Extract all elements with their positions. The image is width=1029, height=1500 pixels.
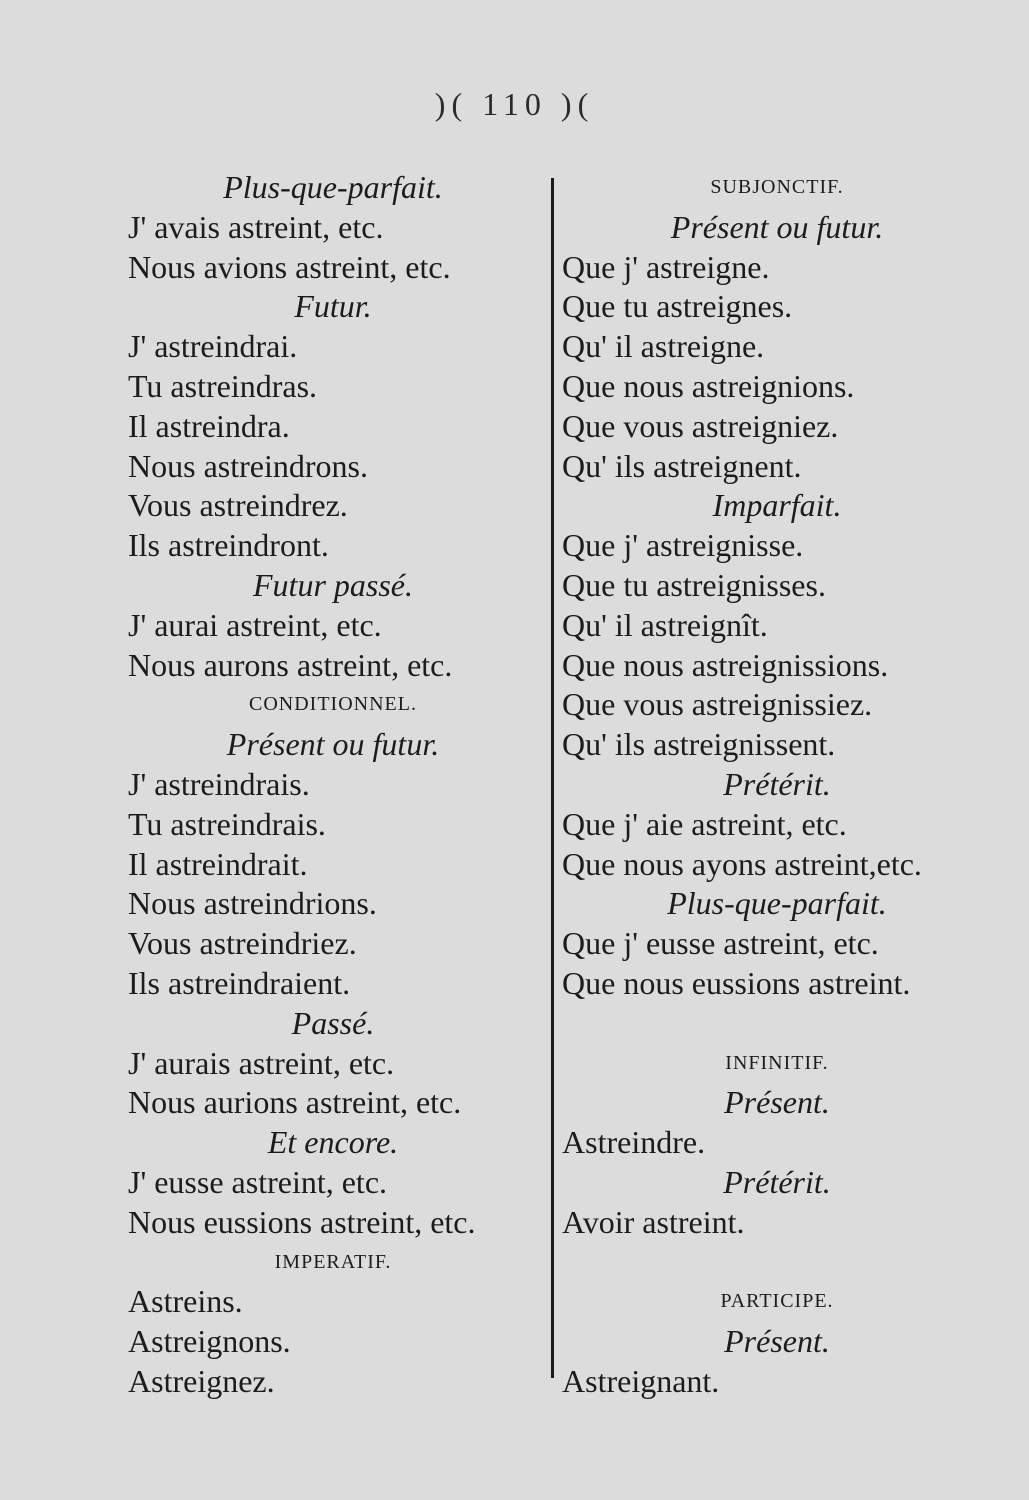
conjugation-line: Ils astreindront. xyxy=(128,527,329,564)
section-heading: INFINITIF. xyxy=(725,1051,829,1074)
heading-heading: Présent ou futur. xyxy=(670,208,884,245)
conjugation-line: Nous astreindrions. xyxy=(128,885,377,922)
heading-heading: Et encore. xyxy=(267,1124,399,1161)
section-heading: IMPERATIF. xyxy=(274,1250,392,1273)
heading-heading: Prétérit. xyxy=(723,1163,831,1200)
heading-heading: Plus-que-parfait. xyxy=(667,885,887,922)
conjugation-line: Avoir astreint. xyxy=(562,1203,745,1240)
conjugation-line: Astreignant. xyxy=(562,1362,720,1399)
section-heading: PARTICIPE. xyxy=(720,1290,834,1313)
conjugation-line: Nous aurons astreint, etc. xyxy=(128,646,453,683)
conjugation-line: Il astreindrait. xyxy=(128,845,308,882)
conjugation-line: Ils astreindraient. xyxy=(128,964,351,1001)
conjugation-line: Tu astreindrais. xyxy=(128,805,326,842)
conjugation-line: Que j' astreignisse. xyxy=(562,527,804,564)
heading-heading: Présent. xyxy=(724,1084,830,1121)
conjugation-line: Que nous ayons astreint,etc. xyxy=(562,845,922,882)
heading-heading: Présent ou futur. xyxy=(226,726,440,763)
right-column xyxy=(562,168,992,1402)
heading-heading: Imparfait. xyxy=(712,487,842,524)
heading-heading: Passé. xyxy=(291,1004,375,1041)
heading-heading: Futur. xyxy=(294,288,372,325)
spacer xyxy=(562,1004,992,1044)
conjugation-line: Que vous astreigniez. xyxy=(562,407,839,444)
conjugation-line: Nous aurions astreint, etc. xyxy=(128,1084,462,1121)
conjugation-line: Nous eussions astreint, etc. xyxy=(128,1203,476,1240)
conjugation-line: Que tu astreignes. xyxy=(562,288,793,325)
conjugation-line: Que vous astreignissiez. xyxy=(562,686,873,723)
conjugation-line: Qu' ils astreignissent. xyxy=(562,726,836,763)
conjugation-line: Que j' aie astreint, etc. xyxy=(562,805,847,842)
conjugation-line: J' aurai astreint, etc. xyxy=(128,606,382,643)
left-column xyxy=(128,168,538,1402)
heading-heading: Prétérit. xyxy=(723,765,831,802)
conjugation-line: J' avais astreint, etc. xyxy=(128,208,384,245)
conjugation-line: J' astreindrais. xyxy=(128,765,310,802)
conjugation-line: J' aurais astreint, etc. xyxy=(128,1044,395,1081)
section-heading: SUBJONCTIF. xyxy=(710,176,844,198)
conjugation-line: Tu astreindras. xyxy=(128,367,318,404)
conjugation-line: Il astreindra. xyxy=(128,407,290,444)
conjugation-line: Qu' ils astreignent. xyxy=(562,447,802,484)
conjugation-line: Que tu astreignisses. xyxy=(562,566,826,603)
spacer xyxy=(562,1243,992,1283)
conjugation-line: Que j' astreigne. xyxy=(562,248,770,285)
conjugation-line: Astreignons. xyxy=(128,1323,291,1360)
heading-heading: Présent. xyxy=(724,1323,830,1360)
conjugation-line: Vous astreindrez. xyxy=(128,487,348,524)
section-heading: CONDITIONNEL. xyxy=(249,693,417,716)
conjugation-line: Astreignez. xyxy=(128,1362,275,1399)
conjugation-line: Qu' il astreigne. xyxy=(562,328,765,365)
conjugation-line: Que nous astreignissions. xyxy=(562,646,889,683)
conjugation-line: Nous avions astreint, etc. xyxy=(128,248,451,285)
heading-heading: Plus-que-parfait. xyxy=(223,169,443,205)
conjugation-line: Vous astreindriez. xyxy=(128,925,357,962)
conjugation-line: Astreindre. xyxy=(562,1124,706,1161)
heading-heading: Futur passé. xyxy=(253,566,413,603)
page-number: )( 110 )( xyxy=(434,86,595,122)
conjugation-line: Nous astreindrons. xyxy=(128,447,368,484)
conjugation-line: Que nous astreignions. xyxy=(562,367,855,404)
conjugation-line: Que nous eussions astreint. xyxy=(562,964,911,1001)
conjugation-line: Astreins. xyxy=(128,1283,243,1320)
conjugation-line: Qu' il astreignît. xyxy=(562,606,768,643)
conjugation-line: J' astreindrai. xyxy=(128,328,298,365)
conjugation-line: J' eusse astreint, etc. xyxy=(128,1163,388,1200)
column-divider xyxy=(551,178,554,1378)
conjugation-line: Que j' eusse astreint, etc. xyxy=(562,925,879,962)
